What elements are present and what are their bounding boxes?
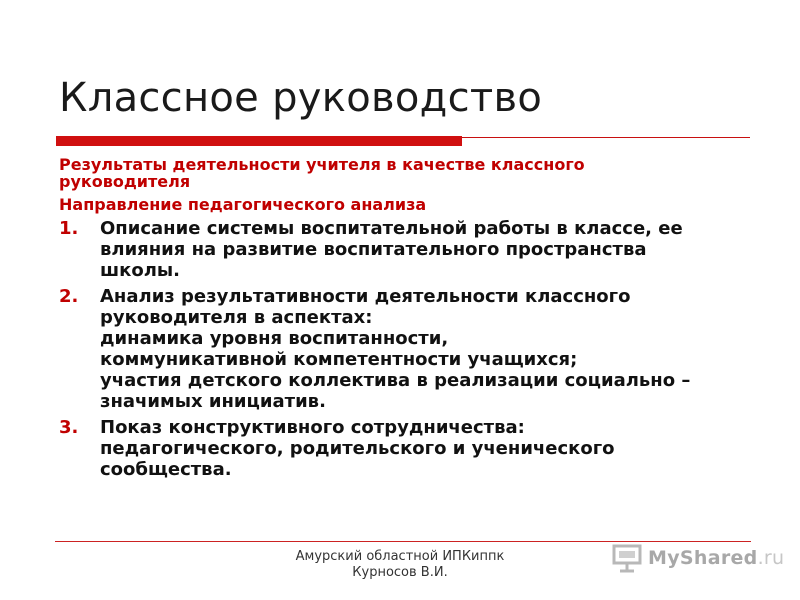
footer-institution: Амурский областной ИПКиппк: [295, 549, 505, 564]
subtitle-results-line: Результаты деятельности учителя в качестве классного: [59, 155, 585, 174]
numbered-list: [59, 218, 759, 480]
list-item: [59, 417, 759, 480]
list-item-line: участия детского коллектива в реализации социально –: [100, 370, 691, 391]
list-item-number: 1.: [59, 218, 79, 239]
presentation-board-icon: [608, 543, 646, 573]
list-item-line: Описание системы воспитательной работы в классе, ее: [100, 218, 683, 239]
list-item-line: сообщества.: [100, 459, 232, 480]
subtitle-results-line: руководителя: [59, 172, 191, 191]
list-item-line: руководителя в аспектах:: [100, 307, 373, 328]
title-underline-bar: [56, 136, 462, 146]
list-item-line: Показ конструктивного сотрудничества:: [100, 417, 525, 438]
list-item: [59, 218, 759, 281]
title-underline-thin: [462, 137, 750, 138]
footer-divider: [55, 541, 751, 542]
list-item-line: динамика уровня воспитанности,: [100, 328, 449, 349]
list-item-line: Анализ результативности деятельности классного: [100, 286, 631, 307]
list-item-number: 2.: [59, 286, 79, 307]
subtitle-results: [59, 156, 759, 190]
list-item-line: педагогического, родительского и ученического: [100, 438, 615, 459]
list-item-line: школы.: [100, 260, 180, 281]
logo-wordmark: [648, 547, 784, 569]
myshared-logo[interactable]: [608, 543, 785, 573]
list-item-number: 3.: [59, 417, 79, 438]
logo-wordmark-domain: .ru: [757, 547, 785, 569]
list-item-line: коммуникативной компетентности учащихся;: [100, 349, 578, 370]
footer-credits: [240, 549, 560, 581]
slide-title: Классное руководство: [59, 75, 543, 121]
slide-content: [59, 156, 759, 485]
logo-wordmark-main: MyShared: [648, 547, 758, 569]
list-item-line: влияния на развитие воспитательного пространства: [100, 239, 647, 260]
list-item: [59, 286, 759, 412]
list-item-line: значимых инициатив.: [100, 391, 326, 412]
footer-author: Курносов В.И.: [352, 565, 448, 580]
subtitle-direction: Направление педагогического анализа: [59, 195, 427, 214]
